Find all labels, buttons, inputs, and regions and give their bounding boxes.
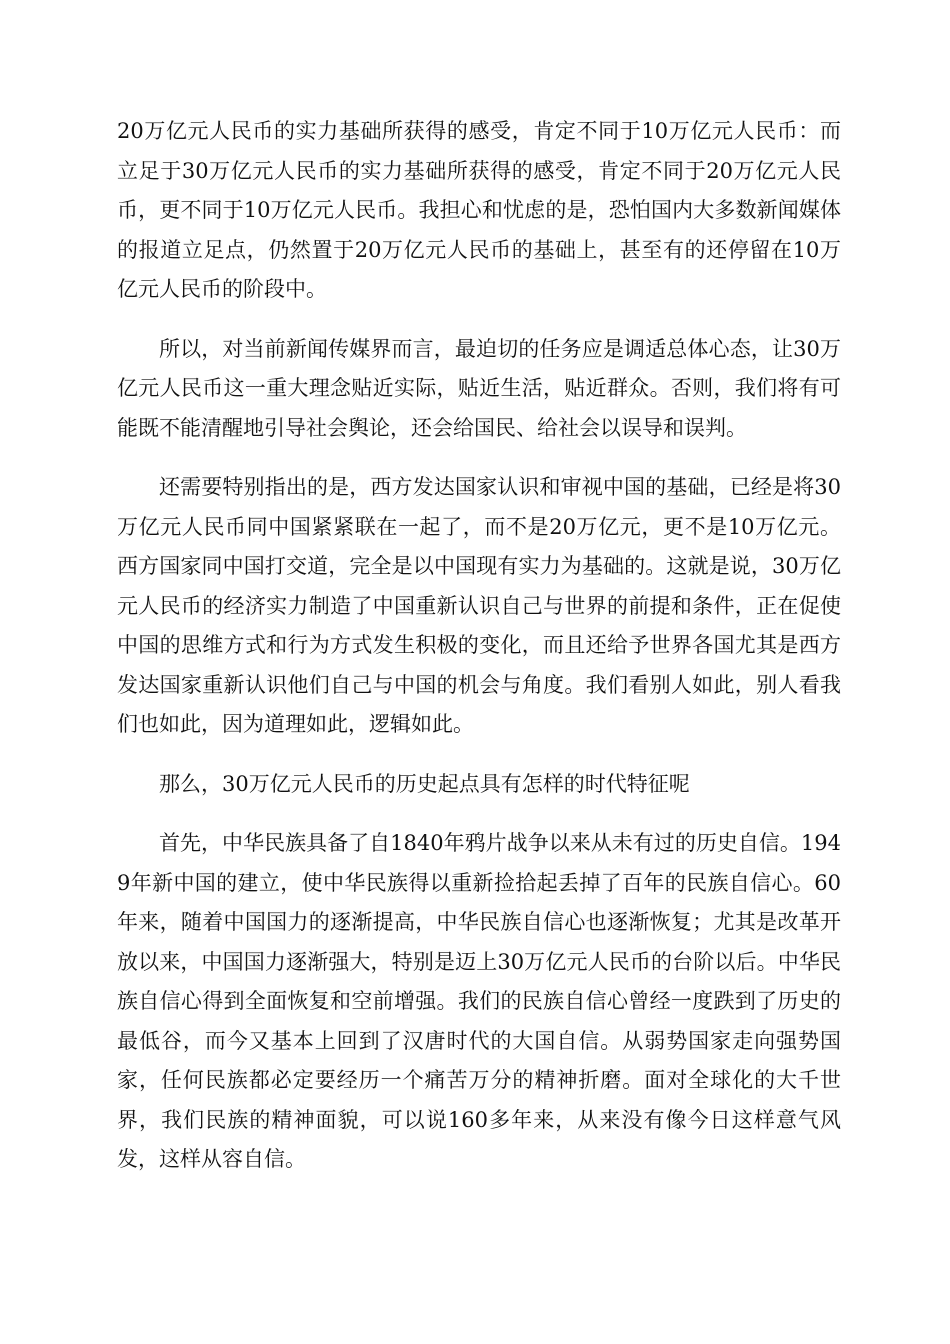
paragraph-4: 那么，30万亿元人民币的历史起点具有怎样的时代特征呢 xyxy=(159,771,690,796)
paragraph-3: 还需要特别指出的是，西方发达国家认识和审视中国的基础，已经是将30万亿元人民币同中国紧紧联在一起了，而不是20万亿元，更不是10万亿元。西方国家同中国打交道，完全是以中国现有实力为基础的。这就是说，30万亿元人民币的经济实力制造了中国重新认识自己与世界的前提和条件，正在促使中国的思维方式和行为方式发生积极的变化，而且还给予世界各国尤其是西方发达国家重新认识他们自己与中国的机会与角度。我们看别人如此，别人看我们也如此，因为道理如此，逻辑如此。 xyxy=(117,475,841,736)
document-body xyxy=(117,112,841,1200)
paragraph-5: 首先，中华民族具备了自1840年鸦片战争以来从未有过的历史自信。1949年新中国的建立，使中华民族得以重新捡拾起丢掉了百年的民族自信心。60年来，随着中国国力的逐渐提高，中华民族自信心也逐渐恢复；尤其是改革开放以来，中国国力逐渐强大，特别是迈上30万亿元人民币的台阶以后。中华民族自信心得到全面恢复和空前增强。我们的民族自信心曾经一度跌到了历史的最低谷，而今又基本上回到了汉唐时代的大国自信。从弱势国家走向强势国家，任何民族都必定要经历一个痛苦万分的精神折磨。面对全球化的大千世界，我们民族的精神面貌，可以说160多年来，从来没有像今日这样意气风发，这样从容自信。 xyxy=(117,831,841,1171)
paragraph-1: 20万亿元人民币的实力基础所获得的感受，肯定不同于10万亿元人民币：而立足于30万亿元人民币的实力基础所获得的感受，肯定不同于20万亿元人民币，更不同于10万亿元人民币。我担心和忧虑的是，恐怕国内大多数新闻媒体的报道立足点，仍然置于20万亿元人民币的基础上，甚至有的还停留在10万亿元人民币的阶段中。 xyxy=(117,119,841,301)
paragraph-2: 所以，对当前新闻传媒界而言，最迫切的任务应是调适总体心态，让30万亿元人民币这一重大理念贴近实际，贴近生活，贴近群众。否则，我们将有可能既不能清醒地引导社会舆论，还会给国民、给社会以误导和误判。 xyxy=(117,336,841,440)
